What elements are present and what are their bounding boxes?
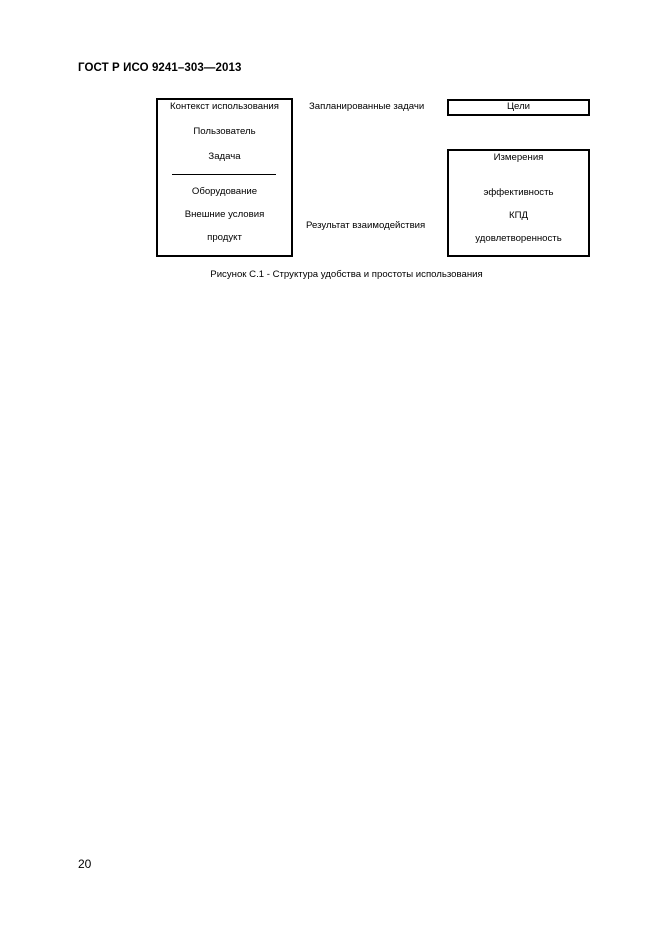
planned-tasks-label: Запланированные задачи [309, 101, 425, 112]
context-item-equipment: Оборудование [191, 186, 258, 197]
measure-efficiency: КПД [509, 210, 528, 221]
document-header-title: ГОСТ Р ИСО 9241–303—2013 [78, 62, 242, 74]
measures-title: Измерения [493, 152, 544, 163]
context-item-user: Пользователь [193, 126, 256, 137]
interaction-result-label: Результат взаимодействия [306, 220, 426, 231]
measures-box [447, 149, 590, 257]
page-number: 20 [78, 857, 92, 871]
goals-box [447, 99, 590, 116]
context-divider-line [172, 174, 276, 175]
context-item-task: Задача [208, 151, 241, 162]
context-of-use-title: Контекст использования [170, 101, 279, 112]
measure-effectiveness: эффективность [483, 187, 554, 198]
context-item-product: продукт [207, 232, 242, 243]
context-of-use-box [156, 98, 293, 257]
figure-caption: Рисунок С.1 - Структура удобства и простоты использования [210, 269, 483, 280]
goals-title: Цели [506, 101, 531, 112]
measure-satisfaction: удовлетворенность [475, 233, 562, 244]
context-item-environment: Внешние условия [184, 209, 265, 220]
